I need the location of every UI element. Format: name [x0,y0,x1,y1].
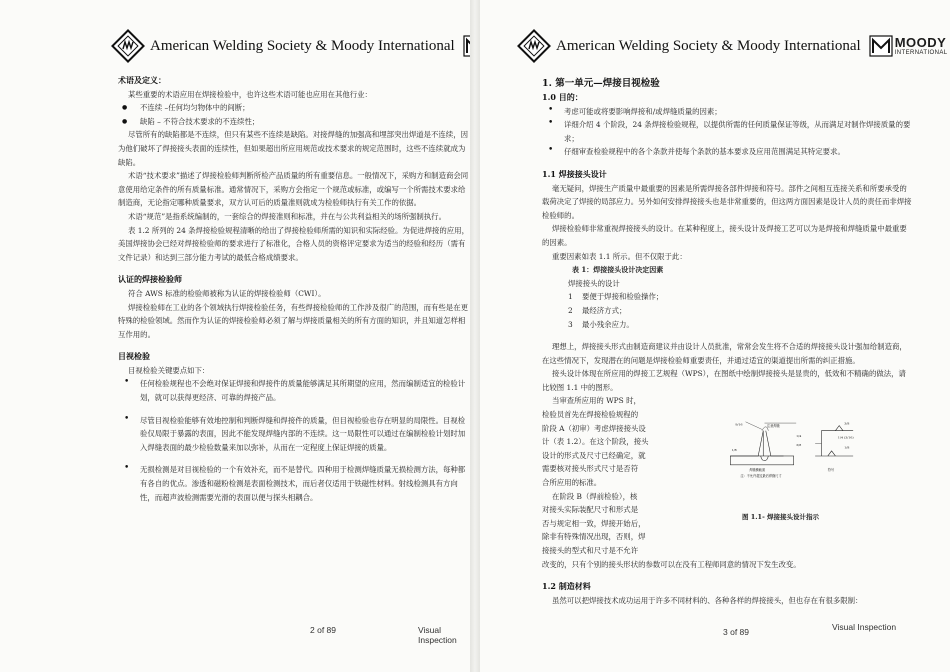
table-title: 表 1：焊接接头设计决定因素 [572,265,664,275]
list-item: • 尽管目视检验能够有效地控制和判断焊缝和焊接件的质量，但目视检验也存在明显的局限性。目视检验仅局限于暴露的表面，因此不能发现焊缝内部的不连续。这一局限性可以通过在编制检验计划时加入焊缝表面的最少检验数量来加以弥补，从而在一定程度上保证焊接的质量。 [118,414,470,455]
paragraph: 改变的，只有个别的接头形状的参数可以在没有工程师同意的情况下发生改变。 [542,559,801,569]
header-title: American Welding Society & Moody International [150,37,455,54]
list-item: • 仔细审查检验规程中的各个条款并使每个条款的基本要求及应用范围满足其特定要求。 [542,145,912,159]
list-item: • 详细介绍 4 个阶段，24 条焊接检验规程，以提供所需的任何质量保证等级，从而满足对制作焊接质量的要求； [542,118,912,145]
page-2-body [118,74,470,504]
paragraph: 焊接检验师非常重视焊接接头的设计。在某种程度上，接头设计及焊接工艺可以为是焊接和焊缝质量中最重要的因素。 [542,224,907,247]
figure-label: 注意焊缝 [767,423,780,428]
moody-brand-sub: INTERNATIONAL [894,50,948,56]
moody-logo [869,35,948,57]
figure-label: 1/8 [844,445,850,450]
page-header [112,24,492,68]
terms-heading: 术语及定义： [118,75,166,85]
page-3-body [542,76,912,607]
table-row: 1 要便于焊接和检验操作； [568,292,664,302]
figure-label: 9/16 [735,422,743,427]
paragraph: 表 1.2 所列的 24 条焊接检验规程清晰的给出了焊接检验师所需的知识和实际经验。为促进焊接的应用，美国焊接协会已经对焊接检验师的要求进行了标准化，合格人员的资格评定要求为适当的经验和经历（需有文件记录）和达到三部分能力考试的最低合格成绩要求。 [118,225,469,262]
paragraph: 焊接检验师在工业的各个领域执行焊接检验任务，有些焊接检验师的工作涉及很广的范围，而有些是在更特殊的检验领域。然而作为认证的焊接检验师必须了解与焊接质量相关的所有方面的知识，并且知道怎样相互作用的。 [118,302,468,339]
paragraph: 接头设计体现在所应用的焊接工艺规程（WPS），在图纸中绘制焊接接头是显贵的，低效和不精确的做法，请比较图 1.1 中的图形。 [542,369,906,392]
aws-logo-icon [518,30,550,62]
page-2 [0,0,470,672]
header-title: American Welding Society & Moody International [556,37,861,54]
terms-intro: 某些重要的术语应用在焊接检验中，也许这些术语可能也应用在其他行业： [128,89,372,99]
page-number: 3 of 89 [723,627,749,637]
list-item: ● 不连续 –任何均匀物体中的间断； [118,101,470,115]
footer-title: Visual Inspection [418,625,457,645]
figure-label: 符号 [827,468,835,473]
cwi-heading: 认证的焊接检验师 [118,274,182,285]
wrapped-paragraph: 当审查所应用的 WPS 时， 检验员首先在焊接检验规程的 阶段 A（初审）考虑焊接接头设 计（表 1.2）。在这个阶段，接头 设计的形式及尺寸已经确定，就 需要核对接头形式尺寸是否符 合所应用的标准。 在阶段 B（焊前检验），核 对接头实际装配尺寸和形式是 否与规定相一致，焊接开始后， 除非有特殊情况出现，否则，焊 接接头的型式和尺寸是不允许 [542,396,649,555]
footer-title: Visual Inspection [832,622,897,632]
page-3 [480,0,950,672]
unit-heading: 1. 第一单元—焊接目视检验 [542,78,660,89]
figure-label: 1/4 (3/16) [837,435,854,440]
moody-brand: MOODY [894,35,947,50]
list-item: • 无损检测是对目视检验的一个有效补充，而不是替代。四种用于检测焊缝质量无损检测方法，每种都有各自的优点。渗透和磁粉检测是表面检测技术，而后者仅适用于铁磁性材料。射线检测具有方向性，而超声波检测需要光滑的表面以便与探头相耦合。 [118,463,470,504]
section-1-1-heading: 1.1 焊接接头设计 [542,168,607,179]
figure-label: 3/8 [796,442,802,447]
paragraph: 理想上，焊接接头形式由制造商建议并由设计人员批准，常常会发生将不合适的焊接接头设计强加给制造商，在这些情况下，发现潜在的问题是焊接检验师重要责任，并通过适宜的渠道提出所需的纠正措施。 [542,342,907,365]
paragraph: 术语“规范”是指系统编制的，一套综合的焊接准则和标准，并在与公共利益相关的场所强制执行。 [128,211,446,221]
section-1-2-heading: 1.2 制造材料 [542,581,591,592]
objective-heading: 1.0 目的： [542,92,583,102]
figure-label: 1/4 [796,433,802,438]
aws-logo-icon [112,30,144,62]
page-number: 2 of 89 [310,625,336,635]
paragraph: 重要因素如表 1.1 所示。但不仅限于此： [552,251,687,261]
table-row: 3 最小残余应力。 [568,319,634,329]
vi-intro: 目视检验关键要点如下： [128,365,210,375]
paragraph: 术语“技术要求”描述了焊接检验师判断所检产品质量的所有重要信息。一般情况下，采购方和制造商会同意使用给定条件的所有质量标准。通常情况下，采购方会指定一个规范或标准，或编写一个所需技术要求给制造商，无论指定哪种质量要求，双方认可后的质量准则就成为检验师执行有关工作的依据。 [118,171,469,208]
list-item: • 考虑可能或将要影响焊接和/或焊缝质量的因素； [542,105,912,119]
list-item: ● 缺陷 – 不符合技术要求的不连续性； [118,115,470,129]
table-row: 2 最经济方式； [568,305,627,315]
figure-label: 1/8 [731,447,737,452]
moody-mark-icon [869,35,893,57]
figure-label: 注：不允许超过最后焊缝尺寸 [740,473,782,478]
page-header [518,24,948,68]
paragraph: 虽然可以把焊接技术成功运用于许多不同材料的、各种各样的焊接接头，但也存在有很多限制： [552,595,863,605]
figure-label: 3/8 [844,421,850,426]
cwi-line: 符合 AWS 标准的检验师被称为认证的焊接检验师（CWI）。 [128,288,326,298]
paragraph: 尽管所有的缺陷都是不连续，但只有某些不连续是缺陷。对接焊缝的加强高和埋部突出焊道是不连续，因为他们破坏了焊接接头表面的连续性，但如果超出所应用规范或技术要求的规定范围时，这些不连续就成为缺陷。 [118,130,468,167]
table-lead: 焊接接头的设计 [568,278,620,288]
visual-inspection-heading: 目视检验 [118,351,150,362]
paragraph: 毫无疑问，焊接生产质量中最重要的因素是所需焊接各部件焊接和符号。部件之间相互连接关系和所要承受的载荷决定了焊接的局部应力。另外如何安排焊接接头也是非常重要的，但这两方面因素是设计人员的责任而非焊接检验师的。 [542,183,912,220]
figure-label: 焊缝横截面 [749,468,766,473]
weld-joint-figure [688,418,898,518]
book-gutter [470,0,480,672]
figure-caption: 图 1.1- 焊接接头设计指示 [742,513,820,521]
list-item: • 任何检验规程也不会绝对保证焊接和焊接件的质量能够满足其所期望的应用，然而编制适宜的检验计划，就可以获得更经济、可靠的焊接产品。 [118,377,470,404]
